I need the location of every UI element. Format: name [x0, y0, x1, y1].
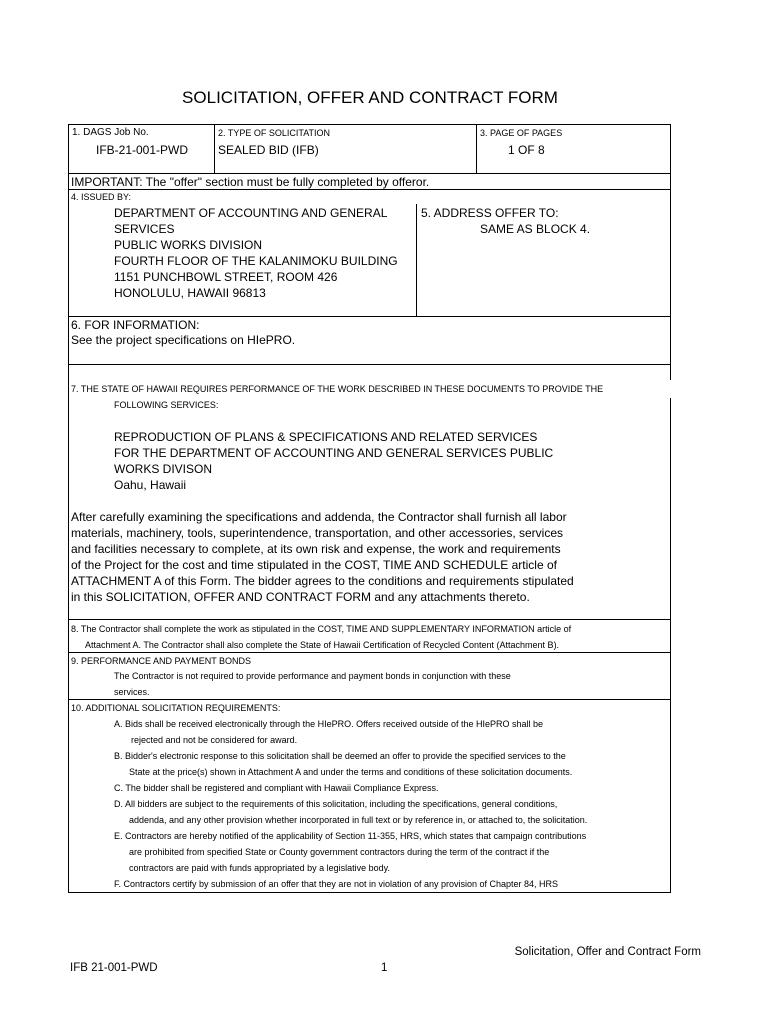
block10-label: 10. ADDITIONAL SOLICITATION REQUIREMENTS: — [71, 703, 281, 713]
block9-label: 9. PERFORMANCE AND PAYMENT BONDS — [71, 656, 252, 666]
requirement-line: E. Contractors are hereby notified of the applicability of Section 11-355, HRS, which states that campaign contributions — [114, 831, 587, 841]
important-notice: IMPORTANT: The "offer" section must be fully completed by offeror. — [71, 175, 430, 189]
dags-job-number: IFB-21-001-PWD — [96, 143, 189, 157]
footer-ifb-number: IFB 21-001-PWD — [70, 962, 158, 974]
block9-text: services. — [114, 687, 150, 697]
block2-label: 2. TYPE OF SOLICITATION — [218, 128, 331, 138]
solicitation-type: SEALED BID (IFB) — [218, 143, 319, 157]
service-line: WORKS DIVISON — [114, 462, 213, 476]
block6-label: 6. FOR INFORMATION: — [71, 318, 200, 332]
page-number: 1 — [381, 962, 388, 974]
form-title: SOLICITATION, OFFER AND CONTRACT FORM — [182, 88, 558, 107]
block5-label: 5. ADDRESS OFFER TO: — [421, 206, 559, 220]
requirement-line: contractors are paid with funds appropriated by a legislative body. — [129, 863, 390, 873]
information-text: See the project specifications on HIePRO. — [71, 333, 296, 347]
issuer-line: PUBLIC WORKS DIVISION — [114, 238, 263, 252]
block8-line: 8. The Contractor shall complete the work as stipulated in the COST, TIME AND SUPPLEMENTARY INFORMATION article of — [71, 624, 572, 634]
issuer-line: HONOLULU, HAWAII 96813 — [114, 286, 266, 300]
terms-paragraph-line: and facilities necessary to complete, at its own risk and expense, the work and requirements — [71, 542, 561, 556]
requirement-line: A. Bids shall be received electronically through the HIePRO. Offers received outside of the HIePRO shall be — [114, 719, 544, 729]
requirement-line: rejected and not be considered for award. — [131, 735, 298, 745]
footer-form-title: Solicitation, Offer and Contract Form — [514, 946, 701, 958]
block8-line: Attachment A. The Contractor shall also complete the State of Hawaii Certification of Recycled Content (Attachment B). — [85, 640, 560, 650]
block4-label: 4. ISSUED BY: — [71, 192, 132, 202]
service-line: FOR THE DEPARTMENT OF ACCOUNTING AND GENERAL SERVICES PUBLIC — [114, 446, 554, 460]
offer-address: SAME AS BLOCK 4. — [480, 222, 591, 236]
service-line: Oahu, Hawaii — [114, 478, 187, 492]
issuer-line: SERVICES — [114, 222, 175, 236]
block7-statement: 7. THE STATE OF HAWAII REQUIRES PERFORMANCE OF THE WORK DESCRIBED IN THESE DOCUMENTS TO PROVIDE THE — [71, 384, 604, 394]
terms-paragraph-line: of the Project for the cost and time stipulated in the COST, TIME AND SCHEDULE article of — [71, 558, 557, 572]
terms-paragraph-line: in this SOLICITATION, OFFER AND CONTRACT FORM and any attachments thereto. — [71, 590, 530, 604]
requirement-line: are prohibited from specified State or County government contractors during the term of the contract if the — [129, 847, 550, 857]
terms-paragraph-line: materials, machinery, tools, superintendence, transportation, and other accessories, services — [71, 526, 564, 540]
issuer-line: 1151 PUNCHBOWL STREET, ROOM 426 — [114, 270, 338, 284]
requirement-line: State at the price(s) shown in Attachment A and under the terms and conditions of these solicitation documents. — [129, 767, 573, 777]
block7-statement-cont: FOLLOWING SERVICES: — [114, 400, 219, 410]
block3-label: 3. PAGE OF PAGES — [480, 128, 563, 138]
terms-paragraph-line: After carefully examining the specifications and addenda, the Contractor shall furnish all labor — [71, 510, 567, 524]
requirement-line: D. All bidders are subject to the requirements of this solicitation, including the specifications, general conditions, — [114, 799, 558, 809]
terms-paragraph-line: ATTACHMENT A of this Form. The bidder agrees to the conditions and requirements stipulated — [71, 574, 574, 588]
issuer-line: DEPARTMENT OF ACCOUNTING AND GENERAL — [114, 206, 388, 220]
requirement-line: F. Contractors certify by submission of an offer that they are not in violation of any provision of Chapter 84, HRS — [114, 879, 559, 889]
requirement-line: C. The bidder shall be registered and compliant with Hawaii Compliance Express. — [114, 783, 439, 793]
page-of-pages: 1 OF 8 — [508, 143, 545, 157]
requirement-line: B. Bidder's electronic response to this solicitation shall be deemed an offer to provide the specified services to the — [114, 751, 566, 761]
issuer-line: FOURTH FLOOR OF THE KALANIMOKU BUILDING — [114, 254, 398, 268]
requirement-line: addenda, and any other provision whether incorporated in full text or by reference in, or attached to, the solicitation. — [129, 815, 588, 825]
service-line: REPRODUCTION OF PLANS & SPECIFICATIONS AND RELATED SERVICES — [114, 430, 538, 444]
block1-label: 1. DAGS Job No. — [72, 127, 149, 138]
block9-text: The Contractor is not required to provide performance and payment bonds in conjunction with these — [114, 671, 511, 681]
